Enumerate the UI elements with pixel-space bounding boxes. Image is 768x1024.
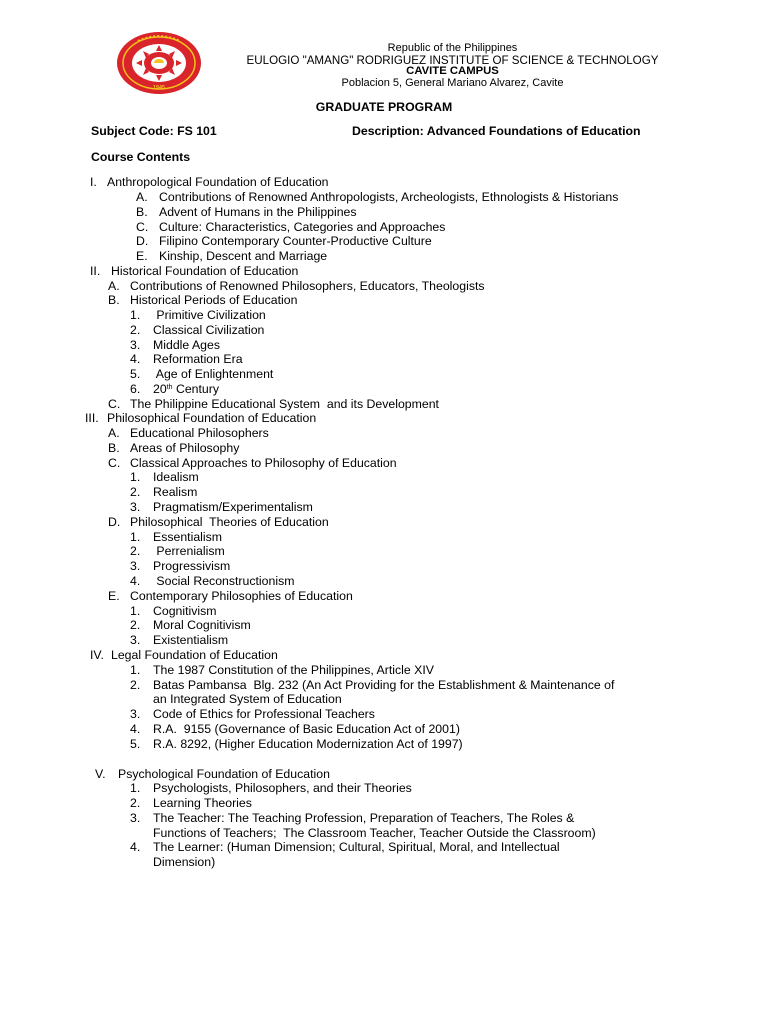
outline-marker: I. — [90, 175, 97, 189]
outline-item: Social Reconstructionism — [153, 574, 295, 588]
outline-item: Batas Pambansa Blg. 232 (An Act Providing for the Establishment & Maintenance of — [153, 678, 615, 692]
outline-item: The 1987 Constitution of the Philippines, Article XIV — [153, 663, 434, 677]
outline-item-continuation: Dimension) — [153, 855, 216, 869]
outline-marker: 3. — [130, 811, 141, 825]
letterhead — [200, 43, 705, 89]
outline-item-continuation: Functions of Teachers; The Classroom Teacher, Teacher Outside the Classroom) — [153, 826, 596, 840]
outline-marker: 3. — [130, 633, 141, 647]
outline-marker: 2. — [130, 618, 141, 632]
outline-marker: 2. — [130, 323, 141, 337]
outline-marker: 4. — [130, 840, 141, 854]
outline-item: The Teacher: The Teaching Profession, Preparation of Teachers, The Roles & — [153, 811, 575, 825]
outline-item: Classical Civilization — [153, 323, 265, 337]
outline-marker: 5. — [130, 737, 141, 751]
outline-marker: 4. — [130, 352, 141, 366]
outline-item: R.A. 8292, (Higher Education Modernization Act of 1997) — [153, 737, 463, 751]
outline-item: Culture: Characteristics, Categories and Approaches — [159, 220, 446, 234]
outline-item: Psychologists, Philosophers, and their Theories — [153, 781, 412, 795]
outline-item: Realism — [153, 485, 198, 499]
outline-marker: C. — [136, 220, 149, 234]
outline-marker: 2. — [130, 544, 141, 558]
outline-item: Educational Philosophers — [130, 426, 269, 440]
outline-marker: 2. — [130, 485, 141, 499]
republic-line: Republic of the Philippines — [387, 42, 518, 54]
outline-marker: 1. — [130, 470, 141, 484]
outline-item: Advent of Humans in the Philippines — [159, 205, 357, 219]
century-number: 20 — [153, 382, 167, 396]
outline-marker: A. — [108, 426, 120, 440]
outline-marker: II. — [90, 264, 101, 278]
outline-item: Kinship, Descent and Marriage — [159, 249, 328, 263]
outline-marker: C. — [108, 456, 121, 470]
outline-marker: A. — [108, 279, 120, 293]
outline-item: Learning Theories — [153, 796, 252, 810]
outline-marker: 1. — [130, 604, 141, 618]
outline-item: Age of Enlightenment — [153, 367, 274, 381]
outline-item-continuation: an Integrated System of Education — [153, 692, 342, 706]
outline-marker: B. — [108, 293, 120, 307]
outline-item: Historical Periods of Education — [130, 293, 298, 307]
outline-marker: E. — [136, 249, 148, 263]
outline-marker: 2. — [130, 796, 141, 810]
outline-item: The Philippine Educational System and its Development — [130, 397, 439, 411]
outline-marker: 1. — [130, 530, 141, 544]
outline-item: Existentialism — [153, 633, 229, 647]
outline-item: The Learner: (Human Dimension; Cultural, Spiritual, Moral, and Intellectual — [153, 840, 560, 854]
outline-item: Filipino Contemporary Counter-Productive Culture — [159, 234, 432, 248]
outline-marker: E. — [108, 589, 120, 603]
outline-item: Philosophical Theories of Education — [130, 515, 329, 529]
outline-item: Middle Ages — [153, 338, 220, 352]
outline-item: Reformation Era — [153, 352, 243, 366]
subject-description: Description: Advanced Foundations of Education — [352, 124, 641, 138]
outline-item: Progressivism — [153, 559, 231, 573]
outline-marker: IV. — [90, 648, 104, 662]
outline-item: Moral Cognitivism — [153, 618, 251, 632]
outline-marker: B. — [136, 205, 148, 219]
outline-item: Pragmatism/Experimentalism — [153, 500, 313, 514]
institution-seal-logo — [116, 31, 202, 95]
campus-address: Poblacion 5, General Mariano Alvarez, Cavite — [341, 76, 564, 89]
campus-name: CAVITE CAMPUS — [406, 65, 499, 77]
seal-year: 1945 — [152, 85, 166, 91]
ordinal-suffix: th — [166, 384, 173, 391]
outline-item: Cognitivism — [153, 604, 217, 618]
outline-marker: A. — [136, 190, 148, 204]
section-title-legal: Legal Foundation of Education — [111, 648, 278, 662]
outline-marker: 4. — [130, 574, 141, 588]
program-title: GRADUATE PROGRAM — [315, 100, 453, 114]
section-title-psychological: Psychological Foundation of Education — [118, 767, 330, 781]
outline-marker: 3. — [130, 338, 141, 352]
outline-marker: 4. — [130, 722, 141, 736]
outline-marker: 1. — [130, 308, 141, 322]
outline-item: R.A. 9155 (Governance of Basic Education Act of 2001) — [153, 722, 460, 736]
outline-item: Perrenialism — [153, 544, 225, 558]
subject-code: Subject Code: FS 101 — [91, 124, 217, 138]
outline-marker: 2. — [130, 678, 141, 692]
outline-marker: C. — [108, 397, 121, 411]
outline-item: Code of Ethics for Professional Teachers — [153, 707, 375, 721]
outline-marker: III. — [85, 411, 99, 425]
outline-marker: 5. — [130, 367, 141, 381]
outline-marker: B. — [108, 441, 120, 455]
outline-marker: V. — [95, 767, 106, 781]
course-contents-heading: Course Contents — [91, 150, 191, 164]
institute-name: EULOGIO "AMANG" RODRIGUEZ INSTITUTE OF SCIENCE & TECHNOLOGY — [246, 53, 659, 67]
outline-item: Idealism — [153, 470, 199, 484]
outline-item: Contributions of Renowned Anthropologists, Archeologists, Ethnologists & Historians — [159, 190, 619, 204]
outline-marker: D. — [136, 234, 149, 248]
section-title-philosophical: Philosophical Foundation of Education — [107, 411, 317, 425]
century-word: Century — [172, 382, 220, 396]
outline-item: Areas of Philosophy — [130, 441, 240, 455]
outline-marker: 3. — [130, 559, 141, 573]
outline-marker: 1. — [130, 663, 141, 677]
outline-item: Essentialism — [153, 530, 223, 544]
outline-item: Contemporary Philosophies of Education — [130, 589, 353, 603]
outline-marker: 6. — [130, 382, 141, 396]
outline-marker: 1. — [130, 781, 141, 795]
outline-item: Primitive Civilization — [153, 308, 266, 322]
outline-marker: D. — [108, 515, 121, 529]
section-title-historical: Historical Foundation of Education — [111, 264, 299, 278]
section-title-anthropological: Anthropological Foundation of Education — [107, 175, 329, 189]
outline-item: Classical Approaches to Philosophy of Education — [130, 456, 397, 470]
outline-item: Contributions of Renowned Philosophers, Educators, Theologists — [130, 279, 485, 293]
outline-marker: 3. — [130, 500, 141, 514]
outline-marker: 3. — [130, 707, 141, 721]
